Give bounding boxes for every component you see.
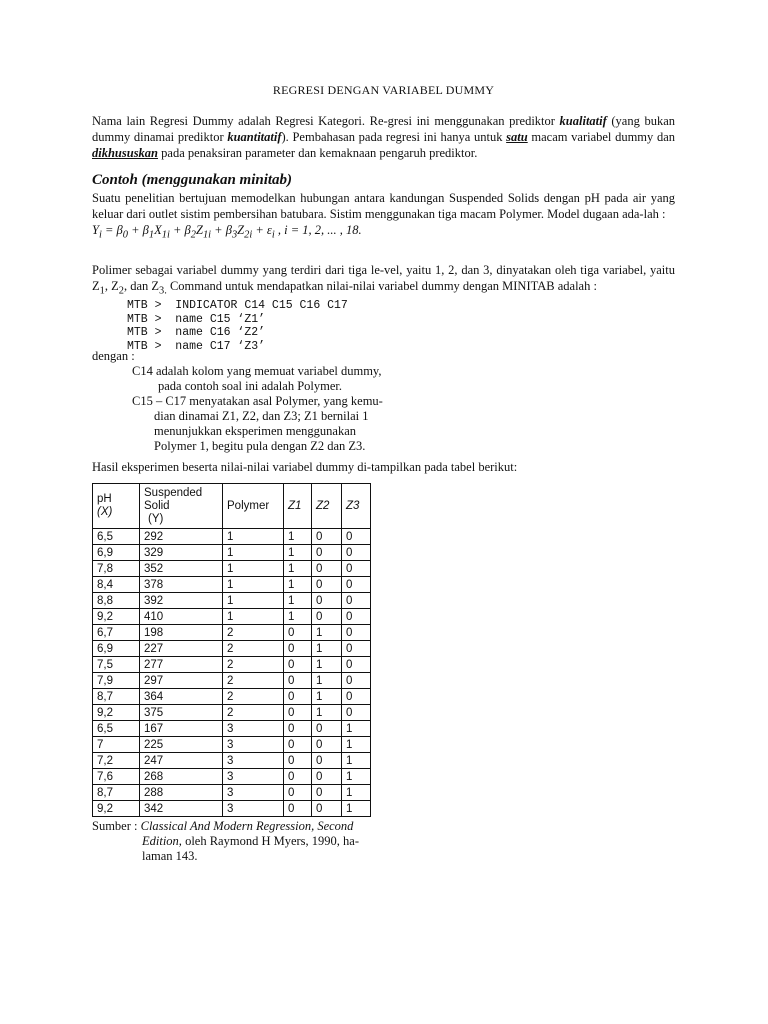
note-line: C15 – C17 menyatakan asal Polymer, yang kemu-: [132, 394, 383, 408]
term-kuantitatif: kuantitatif: [227, 130, 282, 144]
table-cell: 0: [342, 577, 371, 593]
table-row: [93, 657, 371, 673]
table-cell: 1: [312, 705, 342, 721]
model-sub: i: [271, 229, 275, 241]
table-body: [93, 529, 371, 817]
model-op: +: [127, 223, 143, 237]
table-cell: 1: [342, 737, 371, 753]
table-cell: 0: [284, 689, 312, 705]
table-cell: 268: [140, 769, 223, 785]
regression-model: [92, 222, 675, 244]
table-cell: 392: [140, 593, 223, 609]
table-cell: 1: [223, 529, 284, 545]
table-cell: 0: [312, 785, 342, 801]
intro-text: pada penaksiran parameter dan kemaknaan pengaruh prediktor.: [158, 146, 478, 160]
table-cell: 375: [140, 705, 223, 721]
model-sub: 2i: [244, 229, 253, 241]
table-cell: 0: [284, 625, 312, 641]
table-cell: 1: [342, 769, 371, 785]
model-op: +: [211, 223, 226, 237]
table-cell: 0: [312, 753, 342, 769]
source-text: oleh Raymond H Myers, 1990, ha-: [181, 834, 359, 848]
table-cell: 0: [284, 801, 312, 817]
table-row: [93, 593, 371, 609]
table-row: [93, 689, 371, 705]
table-cell: 3: [223, 785, 284, 801]
header-text: Z1: [288, 499, 302, 512]
source-line: laman 143.: [142, 849, 198, 863]
subscript: 2: [118, 285, 124, 297]
table-cell: 0: [342, 641, 371, 657]
term-kualitatif: kualitatif: [559, 114, 607, 128]
header-suspended-solid: [140, 484, 223, 529]
table-cell: 7,6: [93, 769, 140, 785]
subscript: 1: [99, 285, 105, 297]
code-line: MTB > INDICATOR C14 C15 C16 C17: [127, 299, 348, 312]
table-row: [93, 753, 371, 769]
intro-text: Nama lain Regresi Dummy adalah Regresi Kategori. Re-gresi ini menggunakan prediktor: [92, 114, 560, 128]
contoh-paragraph: Suatu penelitian bertujuan memodelkan hubungan antara kandungan Suspended Solids dengan pH pada air yang keluar dari outlet sistim pembersihan batubara. Sistim menggunakan tiga macam Polymer. Model dugaan ada-lah :: [92, 191, 675, 221]
table-cell: 0: [284, 641, 312, 657]
table-cell: 198: [140, 625, 223, 641]
table-cell: 0: [284, 769, 312, 785]
table-row: [93, 609, 371, 625]
table-cell: 0: [312, 737, 342, 753]
model-beta: β: [225, 223, 232, 237]
header-text: (X): [97, 506, 113, 518]
table-cell: 342: [140, 801, 223, 817]
table-cell: 0: [342, 545, 371, 561]
table-cell: 0: [342, 657, 371, 673]
table-cell: 1: [284, 545, 312, 561]
table-header-row: [93, 484, 371, 529]
model-sub: i: [98, 229, 102, 241]
model-y: Y: [92, 223, 99, 237]
source-citation: [92, 819, 359, 864]
table-cell: 0: [284, 705, 312, 721]
polimer-text: , dan Z: [123, 279, 159, 293]
table-cell: 0: [312, 529, 342, 545]
table-cell: 6,7: [93, 625, 140, 641]
table-row: [93, 737, 371, 753]
table-cell: 329: [140, 545, 223, 561]
table-cell: 378: [140, 577, 223, 593]
model-z: Z: [195, 223, 203, 237]
table-cell: 8,8: [93, 593, 140, 609]
model-op: =: [101, 223, 117, 237]
source-line: [92, 834, 359, 849]
note-line: pada contoh soal ini adalah Polymer.: [158, 379, 342, 393]
minitab-code-block: [127, 299, 348, 353]
table-cell: 1: [312, 657, 342, 673]
table-cell: 1: [223, 545, 284, 561]
model-sub: 1i: [161, 229, 170, 241]
table-cell: 0: [312, 801, 342, 817]
model-sub: 1: [148, 229, 155, 241]
table-cell: 6,9: [93, 641, 140, 657]
model-range: , i = 1, 2, ... , 18.: [274, 223, 362, 237]
intro-text: (yang bukan dummy dinamai prediktor: [92, 114, 675, 144]
table-cell: 0: [284, 785, 312, 801]
dengan-label: dengan :: [92, 349, 135, 363]
table-cell: 0: [342, 561, 371, 577]
header-polymer: Polymer: [223, 484, 284, 529]
table-cell: 1: [342, 801, 371, 817]
table-cell: 2: [223, 657, 284, 673]
table-cell: 0: [312, 593, 342, 609]
table-cell: 0: [342, 529, 371, 545]
table-row: [93, 577, 371, 593]
model-x: X: [154, 223, 162, 237]
table-cell: 7,9: [93, 673, 140, 689]
code-line: MTB > name C17 ‘Z3’: [127, 339, 266, 353]
table-cell: 2: [223, 673, 284, 689]
table-cell: 297: [140, 673, 223, 689]
table-cell: 277: [140, 657, 223, 673]
code-line: MTB > name C16 ‘Z2’: [127, 326, 266, 339]
model-beta: β: [116, 223, 123, 237]
source-label: Sumber :: [92, 819, 141, 833]
table-cell: 1: [284, 561, 312, 577]
table-cell: 1: [312, 673, 342, 689]
table-cell: 225: [140, 737, 223, 753]
table-cell: 0: [342, 705, 371, 721]
table-cell: 8,7: [93, 689, 140, 705]
header-text: Solid: [144, 499, 170, 512]
header-z1: [284, 484, 312, 529]
term-satu: satu: [506, 130, 528, 144]
source-book-title: Edition,: [142, 834, 182, 848]
contoh-section: [92, 190, 675, 244]
table-cell: 1: [284, 609, 312, 625]
table-cell: 0: [284, 721, 312, 737]
model-sub: 2: [190, 229, 196, 241]
table-row: [93, 801, 371, 817]
table-row: [93, 769, 371, 785]
table-cell: 1: [342, 721, 371, 737]
table-cell: 0: [342, 609, 371, 625]
table-cell: 2: [223, 641, 284, 657]
model-op: +: [169, 223, 185, 237]
note-line: menunjukkan eksperimen menggunakan: [154, 424, 357, 438]
model-beta: β: [184, 223, 191, 237]
table-cell: 9,2: [93, 801, 140, 817]
header-z3: [342, 484, 371, 529]
table-row: [93, 641, 371, 657]
code-line: MTB > name C15 ‘Z1’: [127, 312, 266, 326]
table-cell: 0: [284, 737, 312, 753]
table-row: [93, 625, 371, 641]
term-dikhususkan: dikhususkan: [92, 146, 159, 160]
table-cell: 1: [284, 593, 312, 609]
table-cell: 410: [140, 609, 223, 625]
source-book-title: Classical And Modern Regression, Second: [140, 819, 354, 833]
table-cell: 0: [312, 769, 342, 785]
table-cell: 0: [312, 609, 342, 625]
table-cell: 9,2: [93, 609, 140, 625]
table-row: [93, 721, 371, 737]
intro-text: macam variabel dummy dan: [527, 130, 676, 144]
intro-text: ). Pembahasan pada regresi ini hanya untuk: [281, 130, 507, 144]
model-sub: 3: [231, 229, 238, 241]
table-cell: 0: [342, 593, 371, 609]
header-text: Z3: [346, 499, 360, 512]
table-cell: 6,5: [93, 529, 140, 545]
page-title: REGRESI DENGAN VARIABEL DUMMY: [272, 83, 495, 97]
table-cell: 0: [284, 657, 312, 673]
table-cell: 8,4: [93, 577, 140, 593]
table-cell: 0: [312, 577, 342, 593]
header-text: Z2: [316, 499, 330, 512]
table-cell: 247: [140, 753, 223, 769]
table-row: [93, 785, 371, 801]
table-cell: 1: [312, 689, 342, 705]
header-text: Suspended: [144, 486, 203, 499]
table-cell: 0: [312, 545, 342, 561]
polimer-text: , Z: [104, 279, 119, 293]
model-op: +: [252, 223, 267, 237]
table-cell: 6,5: [93, 721, 140, 737]
table-cell: 1: [223, 609, 284, 625]
model-z: Z: [237, 223, 245, 237]
model-beta: β: [142, 223, 149, 237]
table-cell: 7,5: [93, 657, 140, 673]
table-cell: 7,8: [93, 561, 140, 577]
table-cell: 1: [284, 577, 312, 593]
table-cell: 227: [140, 641, 223, 657]
table-cell: 3: [223, 801, 284, 817]
table-cell: 3: [223, 753, 284, 769]
table-cell: 292: [140, 529, 223, 545]
table-cell: 288: [140, 785, 223, 801]
polimer-text: Command untuk mendapatkan nilai-nilai variabel dummy dengan MINITAB adalah :: [166, 279, 597, 293]
table-cell: 2: [223, 705, 284, 721]
table-cell: 0: [284, 753, 312, 769]
table-cell: 3: [223, 737, 284, 753]
table-cell: 0: [312, 721, 342, 737]
note-line: dian dinamai Z1, Z2, dan Z3; Z1 bernilai 1: [154, 409, 369, 423]
table-cell: 1: [223, 593, 284, 609]
header-text: (Y): [148, 512, 164, 525]
table-cell: 6,9: [93, 545, 140, 561]
table-cell: 2: [223, 689, 284, 705]
table-cell: 1: [223, 577, 284, 593]
model-sub: 0: [122, 229, 128, 241]
table-cell: 3: [223, 769, 284, 785]
table-cell: 7,2: [93, 753, 140, 769]
data-table: [92, 483, 371, 817]
model-sub: 1i: [202, 229, 212, 241]
table-cell: 9,2: [93, 705, 140, 721]
table-cell: 0: [342, 673, 371, 689]
table-cell: 8,7: [93, 785, 140, 801]
table-row: [93, 545, 371, 561]
note-line: Polymer 1, begitu pula dengan Z2 dan Z3.: [154, 439, 366, 453]
polimer-paragraph: [92, 262, 675, 300]
table-row: [93, 705, 371, 721]
table-cell: 3: [223, 721, 284, 737]
model-epsilon: ε: [266, 223, 272, 237]
table-cell: 1: [342, 753, 371, 769]
table-cell: 1: [342, 785, 371, 801]
polimer-text: Polimer sebagai variabel dummy yang terdiri dari tiga le-vel, yaitu 1, 2, dan 3, dinyatakan oleh tiga variabel, yaitu Z: [92, 263, 675, 293]
table-cell: 2: [223, 625, 284, 641]
note-line: C14 adalah kolom yang memuat variabel dummy,: [132, 364, 382, 378]
table-cell: 0: [342, 689, 371, 705]
table-cell: 7: [93, 737, 140, 753]
contoh-heading: Contoh (menggunakan minitab): [92, 172, 293, 188]
table-cell: 0: [312, 561, 342, 577]
table-cell: 352: [140, 561, 223, 577]
table-row: [93, 561, 371, 577]
table-cell: 0: [284, 673, 312, 689]
subscript: 3.: [159, 285, 167, 297]
header-z2: [312, 484, 342, 529]
table-cell: 1: [223, 561, 284, 577]
hasil-paragraph: Hasil eksperimen beserta nilai-nilai variabel dummy di-tampilkan pada tabel berikut:: [92, 460, 518, 474]
table-row: [93, 529, 371, 545]
header-text: pH: [97, 493, 112, 505]
header-ph: [93, 484, 140, 529]
table-cell: 1: [312, 625, 342, 641]
intro-paragraph: [92, 113, 675, 161]
table-cell: 364: [140, 689, 223, 705]
table-cell: 1: [312, 641, 342, 657]
table-row: [93, 673, 371, 689]
table-cell: 167: [140, 721, 223, 737]
table-cell: 1: [284, 529, 312, 545]
table-cell: 0: [342, 625, 371, 641]
